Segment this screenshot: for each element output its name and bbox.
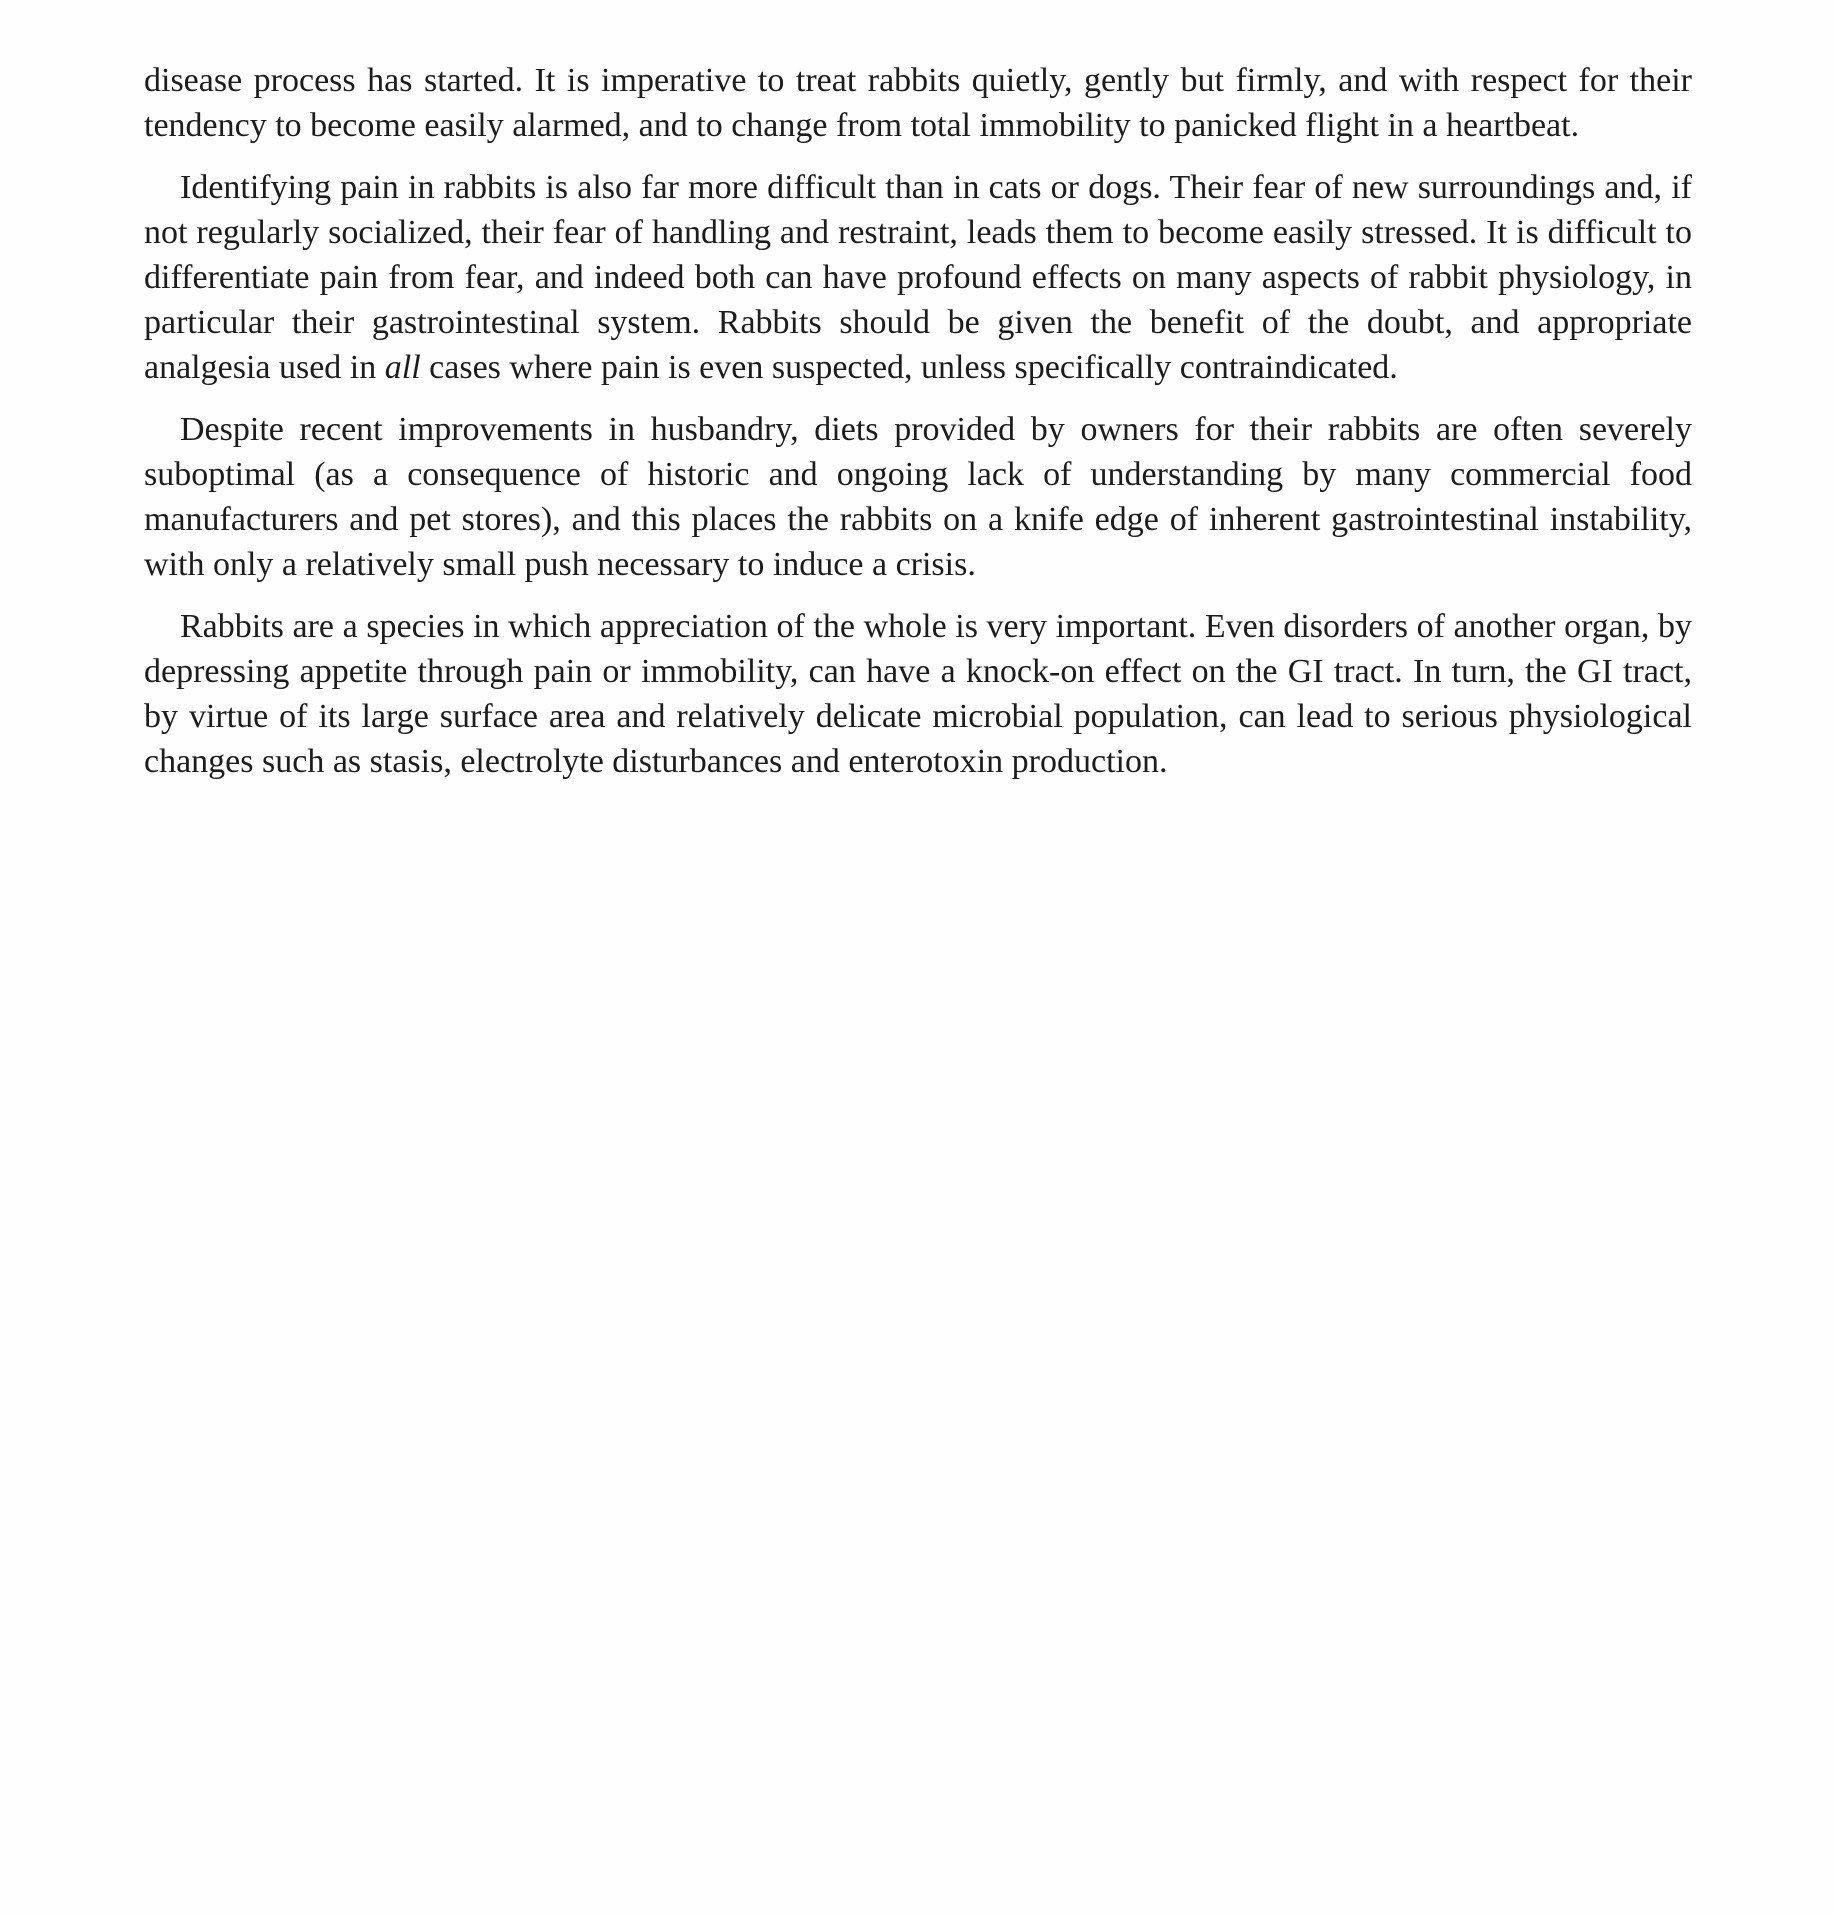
paragraph-whole-organism: Rabbits are a species in which appreciation of the whole is very important. Even disorders of another organ, by depressing appetite through pain or immobility, can have a knock-on effect on the GI tract. In turn, the GI tract, by virtue of its large surface area and relatively delicate microbial population, can lead to serious physiological changes such as stasis, electrolyte disturbances and enterotoxin production. xyxy=(144,608,1692,780)
body-text xyxy=(144,58,1692,801)
paragraph-diet: Despite recent improvements in husbandry, diets provided by owners for their rabbits are often severely suboptimal (as a consequence of historic and ongoing lack of understanding by many commercial food manufacturers and pet stores), and this places the rabbits on a knife edge of inherent gastrointestinal instability, with only a relatively small push necessary to induce a crisis. xyxy=(144,411,1692,583)
paragraph-continuation: disease process has started. It is imperative to treat rabbits quietly, gently but firmly, and with respect for their tendency to become easily alarmed, and to change from total immobility to panicked flight in a heartbeat. xyxy=(144,62,1692,144)
emphasis-text: all xyxy=(384,349,421,386)
paragraph-text: cases where pain is even suspected, unless specifically contraindicated. xyxy=(420,349,1398,386)
paragraph-pain-identification xyxy=(144,165,1692,390)
paragraph-text: Identifying pain in rabbits is also far more difficult than in cats or dogs. Their fear of new surroundings and, if not regularly socialized, their fear of handling and restraint, leads them to become easily stressed. It is difficult to differentiate pain from fear, and indeed both can have profound effects on many aspects of rabbit physiology, in particular their gastrointestinal system. Rabbits should be given the benefit of the doubt, and appropriate analgesia used in xyxy=(144,169,1692,386)
